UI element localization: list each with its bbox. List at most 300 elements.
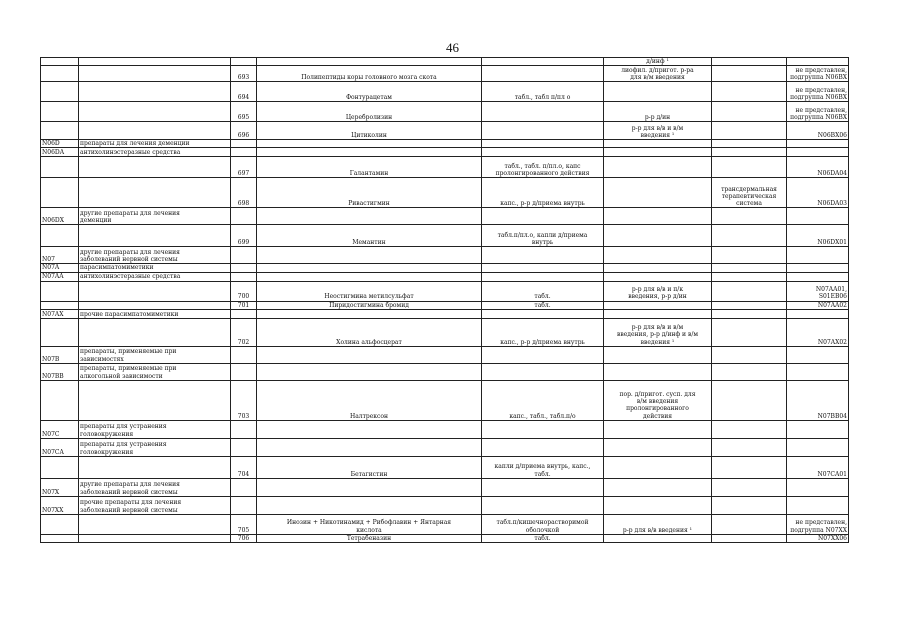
dosage-form-cell <box>482 178 604 208</box>
injectable-form-cell <box>604 496 712 514</box>
drug-name-cell-text: Неостигмина метилсульфат <box>324 293 414 301</box>
group-name-cell <box>79 102 231 122</box>
row-number-cell <box>231 58 257 66</box>
atc-code-cell-text: не представлен, подгруппа N06BX <box>790 66 847 81</box>
other-form-cell <box>712 496 787 514</box>
drug-name-cell <box>257 514 482 534</box>
atc-code-cell-text: N07AA02 <box>817 301 847 309</box>
atc-code-cell <box>787 456 849 478</box>
drug-name-cell-text: Полипептиды коры головного мозга скота <box>301 74 437 81</box>
atc-group-code-cell-text: N07BB <box>42 372 64 380</box>
group-name-cell <box>79 140 231 148</box>
row-number-cell <box>231 264 257 272</box>
drug-name-cell <box>257 58 482 66</box>
row-number-cell-text: 699 <box>237 239 250 247</box>
drug-name-cell <box>257 148 482 157</box>
table-row <box>41 148 849 157</box>
dosage-form-cell-text: табл. <box>534 534 551 542</box>
other-form-cell <box>712 66 787 82</box>
atc-code-cell <box>787 438 849 456</box>
other-form-cell <box>712 272 787 281</box>
injectable-form-cell-text: р-р для в/в и в/м введения, р-р д/инф и в/м введения ¹ <box>616 324 699 346</box>
other-form-cell <box>712 346 787 363</box>
row-number-cell-text: 701 <box>237 301 250 309</box>
dosage-form-cell-text: капс., р-р д/приема внутрь <box>500 338 585 346</box>
drug-name-cell <box>257 346 482 363</box>
table-row <box>41 534 849 542</box>
atc-code-cell <box>787 346 849 363</box>
group-name-cell <box>79 420 231 438</box>
row-number-cell <box>231 122 257 140</box>
injectable-form-cell <box>604 281 712 301</box>
atc-group-code-cell <box>41 178 79 208</box>
dosage-form-cell-text: капли д/приема внутрь, капс., табл. <box>494 463 591 478</box>
atc-code-cell <box>787 148 849 157</box>
table-row <box>41 247 849 264</box>
medicines-table <box>40 57 849 543</box>
dosage-form-cell-text: капс., р-р д/приема внутрь <box>500 200 585 208</box>
atc-group-code-cell <box>41 514 79 534</box>
drug-name-cell-text: Бетагистин <box>350 470 388 478</box>
atc-group-code-cell <box>41 247 79 264</box>
other-form-cell <box>712 363 787 380</box>
injectable-form-cell <box>604 178 712 208</box>
atc-code-cell <box>787 225 849 247</box>
atc-code-cell-text: не представлен, подгруппа N06BX <box>790 86 847 101</box>
atc-code-cell <box>787 272 849 281</box>
table-row <box>41 264 849 272</box>
row-number-cell <box>231 534 257 542</box>
atc-group-code-cell-text: N06DX <box>42 217 64 225</box>
drug-name-cell <box>257 478 482 496</box>
other-form-cell <box>712 140 787 148</box>
atc-code-cell-text: N06BX06 <box>817 132 847 139</box>
drug-name-cell-text: Мемантин <box>352 239 386 247</box>
injectable-form-cell <box>604 247 712 264</box>
atc-code-cell-text: N06DA03 <box>817 200 847 208</box>
row-number-cell-text: 695 <box>237 114 250 121</box>
table-row <box>41 318 849 346</box>
row-number-cell <box>231 309 257 318</box>
row-number-cell-text: 696 <box>237 132 250 139</box>
row-number-cell <box>231 140 257 148</box>
row-number-cell-text: 702 <box>237 338 250 346</box>
other-form-cell <box>712 264 787 272</box>
drug-name-cell <box>257 264 482 272</box>
row-number-cell-text: 703 <box>237 412 250 420</box>
row-number-cell <box>231 157 257 178</box>
atc-group-code-cell <box>41 82 79 102</box>
drug-name-cell <box>257 281 482 301</box>
drug-name-cell-text: Налтрексон <box>349 412 389 420</box>
table-row <box>41 456 849 478</box>
table-row <box>41 309 849 318</box>
dosage-form-cell <box>482 66 604 82</box>
injectable-form-cell-text: р-р для в/в и п/к введения, р-р д/ин <box>628 286 687 301</box>
row-number-cell <box>231 225 257 247</box>
injectable-form-cell <box>604 534 712 542</box>
other-form-cell <box>712 225 787 247</box>
table-row <box>41 496 849 514</box>
atc-group-code-cell <box>41 208 79 225</box>
row-number-cell <box>231 420 257 438</box>
atc-group-code-cell <box>41 140 79 148</box>
atc-code-cell <box>787 420 849 438</box>
group-name-cell-text: парасимпатомиметики <box>80 264 154 272</box>
atc-group-code-cell-text: N07XX <box>42 506 64 514</box>
group-name-cell-text: препараты, применяемые при зависимостях <box>80 348 177 363</box>
group-name-cell <box>79 208 231 225</box>
atc-group-code-cell <box>41 380 79 420</box>
atc-group-code-cell <box>41 496 79 514</box>
group-name-cell <box>79 514 231 534</box>
row-number-cell <box>231 438 257 456</box>
atc-group-code-cell <box>41 281 79 301</box>
drug-name-cell <box>257 301 482 309</box>
injectable-form-cell-text: лиофил. д/пригот. р-ра для в/м введения <box>621 66 694 81</box>
other-form-cell <box>712 102 787 122</box>
row-number-cell <box>231 380 257 420</box>
atc-code-cell-text: N07AX02 <box>817 338 847 346</box>
table-row <box>41 82 849 102</box>
dosage-form-cell <box>482 102 604 122</box>
group-name-cell-text: препараты для устранения головокружения <box>80 441 167 456</box>
drug-name-cell <box>257 496 482 514</box>
dosage-form-cell <box>482 208 604 225</box>
group-name-cell-text: прочие препараты для лечения заболеваний нервной системы <box>80 499 182 514</box>
dosage-form-cell <box>482 363 604 380</box>
row-number-cell-text: 693 <box>237 74 250 81</box>
other-form-cell <box>712 309 787 318</box>
atc-group-code-cell <box>41 272 79 281</box>
other-form-cell <box>712 456 787 478</box>
drug-name-cell <box>257 309 482 318</box>
table-row <box>41 225 849 247</box>
atc-code-cell <box>787 58 849 66</box>
table-row <box>41 380 849 420</box>
atc-code-cell <box>787 301 849 309</box>
injectable-form-cell <box>604 157 712 178</box>
group-name-cell <box>79 66 231 82</box>
atc-group-code-cell <box>41 309 79 318</box>
dosage-form-cell-text: табл. <box>534 301 551 309</box>
drug-name-cell-text: Фонтурацетам <box>346 94 392 101</box>
injectable-form-cell <box>604 438 712 456</box>
injectable-form-cell <box>604 140 712 148</box>
row-number-cell-text: 704 <box>237 470 250 478</box>
atc-group-code-cell-text: N07B <box>42 355 60 363</box>
injectable-form-cell-text: д/инф ¹ <box>646 58 669 65</box>
atc-group-code-cell-text: N07A <box>42 264 60 272</box>
group-name-cell <box>79 346 231 363</box>
other-form-cell <box>712 148 787 157</box>
row-number-cell-text: 700 <box>237 293 250 301</box>
atc-code-cell-text: не представлен, подгруппа N06BX <box>790 106 847 121</box>
group-name-cell-text: другие препараты для лечения заболеваний нервной системы <box>80 249 180 264</box>
dosage-form-cell-text: табл.п/кишечнорастворимой оболочкой <box>496 519 589 534</box>
drug-name-cell <box>257 420 482 438</box>
injectable-form-cell <box>604 58 712 66</box>
drug-name-cell <box>257 225 482 247</box>
atc-code-cell <box>787 309 849 318</box>
atc-group-code-cell-text: N07AA <box>42 273 64 281</box>
group-name-cell <box>79 318 231 346</box>
atc-code-cell <box>787 363 849 380</box>
drug-name-cell-text: Церебролизин <box>345 114 393 121</box>
group-name-cell <box>79 380 231 420</box>
group-name-cell-text: антихолинэстеразные средства <box>80 149 181 157</box>
drug-name-cell <box>257 178 482 208</box>
injectable-form-cell <box>604 346 712 363</box>
atc-code-cell <box>787 140 849 148</box>
group-name-cell <box>79 478 231 496</box>
atc-group-code-cell <box>41 225 79 247</box>
row-number-cell <box>231 82 257 102</box>
atc-group-code-cell <box>41 157 79 178</box>
atc-code-cell-text: не представлен, подгруппа N07XX <box>790 519 847 534</box>
atc-group-code-cell-text: N07C <box>42 430 60 438</box>
dosage-form-cell <box>482 318 604 346</box>
atc-code-cell <box>787 122 849 140</box>
injectable-form-cell-text: пор. д/пригот. сусп. для в/м введения пролонгированного действия <box>619 391 696 420</box>
dosage-form-cell <box>482 148 604 157</box>
atc-group-code-cell <box>41 363 79 380</box>
drug-name-cell <box>257 247 482 264</box>
atc-code-cell <box>787 247 849 264</box>
row-number-cell <box>231 272 257 281</box>
injectable-form-cell <box>604 208 712 225</box>
atc-group-code-cell-text: N07 <box>42 256 55 264</box>
drug-name-cell-text: Цитиколин <box>351 132 387 139</box>
dosage-form-cell <box>482 420 604 438</box>
atc-code-cell <box>787 478 849 496</box>
dosage-form-cell-text: табл., табл. п/пл.о, капс пролонгированного действия <box>495 163 590 178</box>
group-name-cell <box>79 178 231 208</box>
injectable-form-cell <box>604 272 712 281</box>
drug-name-cell <box>257 66 482 82</box>
dosage-form-cell <box>482 272 604 281</box>
injectable-form-cell <box>604 420 712 438</box>
atc-group-code-cell <box>41 66 79 82</box>
table-body <box>41 58 849 543</box>
atc-code-cell <box>787 208 849 225</box>
atc-group-code-cell <box>41 102 79 122</box>
row-number-cell-text: 706 <box>237 534 250 542</box>
table-row <box>41 178 849 208</box>
group-name-cell <box>79 264 231 272</box>
row-number-cell <box>231 247 257 264</box>
group-name-cell-text: препараты для лечения деменции <box>80 140 190 148</box>
other-form-cell-text: трансдермальная терапевтическая система <box>721 185 777 208</box>
atc-code-cell <box>787 66 849 82</box>
dosage-form-cell <box>482 496 604 514</box>
other-form-cell <box>712 301 787 309</box>
atc-group-code-cell <box>41 420 79 438</box>
drug-name-cell <box>257 438 482 456</box>
atc-code-cell <box>787 496 849 514</box>
atc-group-code-cell <box>41 148 79 157</box>
table-row <box>41 66 849 82</box>
injectable-form-cell <box>604 456 712 478</box>
dosage-form-cell-text: табл. <box>534 293 551 301</box>
row-number-cell <box>231 363 257 380</box>
group-name-cell <box>79 496 231 514</box>
row-number-cell <box>231 148 257 157</box>
dosage-form-cell <box>482 122 604 140</box>
injectable-form-cell <box>604 363 712 380</box>
group-name-cell-text: антихолинэстеразные средства <box>80 273 181 281</box>
drug-name-cell <box>257 208 482 225</box>
other-form-cell <box>712 380 787 420</box>
row-number-cell <box>231 301 257 309</box>
atc-group-code-cell <box>41 122 79 140</box>
dosage-form-cell-text: табл.п/пл.о, капли д/приема внутрь <box>497 232 588 247</box>
other-form-cell <box>712 318 787 346</box>
injectable-form-cell <box>604 148 712 157</box>
other-form-cell <box>712 438 787 456</box>
drug-name-cell-text: Тетрабеназин <box>346 534 392 542</box>
atc-group-code-cell <box>41 58 79 66</box>
group-name-cell <box>79 363 231 380</box>
atc-code-cell <box>787 264 849 272</box>
atc-code-cell-text: N07AA01, S01EB06 <box>815 286 847 301</box>
table-row <box>41 301 849 309</box>
group-name-cell-text: прочие парасимпатомиметики <box>80 310 179 318</box>
atc-code-cell <box>787 281 849 301</box>
atc-group-code-cell <box>41 534 79 542</box>
row-number-cell <box>231 346 257 363</box>
row-number-cell <box>231 318 257 346</box>
atc-code-cell <box>787 380 849 420</box>
atc-code-cell-text: N06DA04 <box>817 170 847 178</box>
drug-name-cell <box>257 456 482 478</box>
drug-name-cell-text: Пиридостигмина бромид <box>329 301 409 309</box>
dosage-form-cell <box>482 380 604 420</box>
atc-group-code-cell-text: N07AX <box>42 310 64 318</box>
atc-code-cell <box>787 514 849 534</box>
row-number-cell-text: 698 <box>237 200 250 208</box>
group-name-cell-text: препараты, применяемые при алкогольной зависимости <box>80 365 177 380</box>
group-name-cell-text: препараты для устранения головокружения <box>80 423 167 438</box>
other-form-cell <box>712 82 787 102</box>
row-number-cell <box>231 281 257 301</box>
group-name-cell <box>79 58 231 66</box>
dosage-form-cell <box>482 82 604 102</box>
group-name-cell <box>79 309 231 318</box>
drug-name-cell <box>257 534 482 542</box>
injectable-form-cell <box>604 264 712 272</box>
group-name-cell <box>79 225 231 247</box>
table-row <box>41 346 849 363</box>
table-row <box>41 478 849 496</box>
drug-name-cell <box>257 82 482 102</box>
group-name-cell <box>79 534 231 542</box>
other-form-cell <box>712 178 787 208</box>
other-form-cell <box>712 122 787 140</box>
group-name-cell <box>79 438 231 456</box>
injectable-form-cell <box>604 82 712 102</box>
dosage-form-cell <box>482 225 604 247</box>
atc-group-code-cell <box>41 438 79 456</box>
dosage-form-cell <box>482 281 604 301</box>
injectable-form-cell <box>604 514 712 534</box>
other-form-cell <box>712 478 787 496</box>
injectable-form-cell-text: р-р д/ин <box>644 114 671 121</box>
row-number-cell-text: 697 <box>237 170 250 178</box>
other-form-cell <box>712 157 787 178</box>
dosage-form-cell <box>482 456 604 478</box>
drug-name-cell <box>257 122 482 140</box>
atc-group-code-cell <box>41 301 79 309</box>
group-name-cell <box>79 157 231 178</box>
drug-name-cell <box>257 157 482 178</box>
drug-name-cell <box>257 272 482 281</box>
dosage-form-cell <box>482 247 604 264</box>
table-row <box>41 122 849 140</box>
other-form-cell <box>712 281 787 301</box>
group-name-cell-text: другие препараты для лечения заболеваний нервной системы <box>80 481 180 496</box>
dosage-form-cell-text: капс., табл., табл.п/о <box>509 412 576 420</box>
atc-code-cell <box>787 178 849 208</box>
table-row <box>41 140 849 148</box>
table-row <box>41 272 849 281</box>
row-number-cell <box>231 496 257 514</box>
atc-group-code-cell <box>41 456 79 478</box>
table-row <box>41 58 849 66</box>
other-form-cell <box>712 208 787 225</box>
group-name-cell <box>79 456 231 478</box>
drug-name-cell-text: Галантамин <box>349 170 389 178</box>
dosage-form-cell <box>482 478 604 496</box>
row-number-cell <box>231 456 257 478</box>
row-number-cell <box>231 102 257 122</box>
other-form-cell <box>712 514 787 534</box>
table-row <box>41 438 849 456</box>
table-row <box>41 157 849 178</box>
table-row <box>41 102 849 122</box>
drug-name-cell-text: Инозин + Никотинамид + Рибофлавин + Янтарная кислота <box>286 519 452 534</box>
table-row <box>41 208 849 225</box>
dosage-form-cell <box>482 140 604 148</box>
atc-code-cell <box>787 318 849 346</box>
other-form-cell <box>712 420 787 438</box>
atc-group-code-cell <box>41 346 79 363</box>
row-number-cell-text: 694 <box>237 94 250 101</box>
injectable-form-cell <box>604 66 712 82</box>
other-form-cell <box>712 247 787 264</box>
injectable-form-cell <box>604 318 712 346</box>
row-number-cell <box>231 208 257 225</box>
injectable-form-cell-text: р-р для в/в введения ¹ <box>622 526 693 534</box>
table-row <box>41 514 849 534</box>
atc-code-cell-text: N06DX01 <box>817 239 847 247</box>
row-number-cell <box>231 514 257 534</box>
row-number-cell-text: 705 <box>237 526 250 534</box>
atc-code-cell-text: N07CA01 <box>817 470 847 478</box>
atc-group-code-cell <box>41 478 79 496</box>
atc-code-cell <box>787 534 849 542</box>
atc-code-cell <box>787 102 849 122</box>
group-name-cell <box>79 301 231 309</box>
dosage-form-cell <box>482 157 604 178</box>
atc-code-cell-text: N07BB04 <box>817 412 847 420</box>
dosage-form-cell <box>482 58 604 66</box>
group-name-cell <box>79 281 231 301</box>
injectable-form-cell-text: р-р для в/в и в/м введения ¹ <box>631 124 684 139</box>
dosage-form-cell <box>482 309 604 318</box>
drug-name-cell-text: Холина альфосцерат <box>336 338 402 346</box>
group-name-cell <box>79 122 231 140</box>
